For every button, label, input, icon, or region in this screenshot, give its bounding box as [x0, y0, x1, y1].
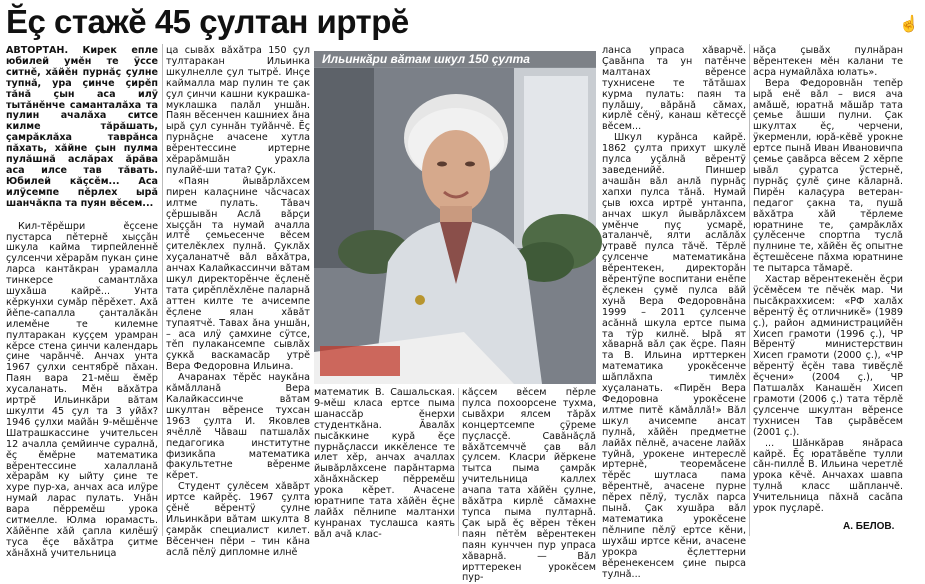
column-divider: [749, 44, 750, 536]
article-column-1: [6, 45, 158, 559]
article-paragraph: математик В. Сашальская. 9-мĕш класа ертсе пыма шанассăр ĕнерхи студенткăна. Ăвалăх пысăккине курă ĕçе пурнăçласси иккĕленсе те илет хĕр, анчах ачаллах йывăрлăхсене парăнтарма хăнăхнăскер пĕрремĕш урока кĕрет. Ачасене юратнипе тата хăйĕн ĕçне лайăх пĕлнипе малтанхи кунранах туслашса каять вăл ачă клас-: [314, 387, 455, 540]
article-paragraph: Вера Федоровнăн тепĕр ырă енĕ вăл – вися ача амăшĕ, юратнă мăшăр тата çемье ăшши пулни. Çак шкултах ĕç, черчени, ÿкерменли, юрă-кĕвĕ урокне ертсе пынă Иван Ивановичпа çемье çавăрса вĕсем 2 хĕрпе ывăл çуратса ÿстернĕ, пурнăç çулĕ çине кăларнă. Пирĕн калаçура ветеран-педагог çакна та, пушă вăхăтра хăй тĕрлеме юратнине те, çамрăклăх çулĕсенче спортпа туслă пулнине те, хăйĕн ĕç опытне ĕçтешĕсене пăхма юратнине те пытарса тăмарĕ.: [753, 77, 903, 275]
article-paragraph: нăçа çывăх пулнăран вĕрентекен мĕн калани те асра нумайлăха юлать».: [753, 45, 903, 78]
article-column-3: [314, 387, 455, 540]
article-paragraph: Ачаранах тĕрĕс наукăна кăмăлланă Вера Калайкассинче вăтам шкултан вĕренсе тухсан 1963 çулта И. Яковлев ячĕллĕ Чăваш патшалăх педагогика институтне физикăпа математика факультетне вĕренме кĕрет.: [166, 372, 310, 482]
article-column-4-lower: [462, 387, 596, 584]
article-paragraph: Шкул курăнса кайрĕ. 1862 çулта прихут шкулĕ пулса уçăлнă вĕрентÿ заведенийĕ. Пиншер ачашăн вăл анлă пурнăç хапхи пулса тăнă. Нумай çыв юхса иртрĕ унтанпа, анчах шкул йывăрлăхсем умĕнче пуç усмарĕ, аталанчĕ, ялти аслăлăх утравĕ пулса тăчĕ. Тĕрлĕ çулсенче математикăна вĕрентекен, директорăн вĕрентÿпе воспитани енĕпе ĕçлекен çумĕ пулса вăй хунă Вера Федоровнăна 1999 – 2011 çулсенче асăннă шкула ертсе пыма та тÿр килнĕ. Ырă ят хăварнă вăл çак ĕçре. Паян та В. Ильина ирттеркен математика урокĕсенче шăплăхпа тимлĕх хуçаланать. «Пирĕн Вера Федоровна урокĕсене илтме питĕ кăмăллă!» Вăл шкул ачисемпе ансат пулнă, хăйĕн предметне лайăх пĕлнĕ, ачасене лайăх туйнă, урокене интереслĕ иртернĕ, теоремăсене тĕрĕс шутласа пама вĕрентнĕ, ачасене пурне пĕрех пĕлÿ, туслăх парса пынă. Çак хушăра вăл математика урокĕсене пĕлнипе пĕлÿ ертсе кĕни, шухăш иртсе кĕни, ачасене урокра ĕçлеттерни вĕренекенсем çине пырса тулнă...: [602, 132, 746, 580]
author-signature: А. БЕЛОВ.: [843, 521, 895, 532]
teacher-photo-illustration: [314, 52, 596, 384]
article-paragraph: Студент çулĕсем хăвăрт иртсе кайрĕç. 1967 çулта çĕнĕ вĕрентÿ çулне Ильинкăри вăтам шкулта 8 çамрăк специалист килет. Вĕсенчен пĕри – тин кăна аслă пĕлÿ дипломне илнĕ: [166, 481, 310, 558]
hand-cursor-icon: ☝: [899, 16, 919, 33]
article-paragraph: ... Шăнкăрав янăраса кайрĕ. Ĕç юратăвĕпе тулли сăн-пиллĕ В. Ильина черетлĕ урока кĕчĕ. Анчахах шавпа тулнă класс шăпланчĕ. Учительница пăхнă сасăпа урок пуçларĕ.: [753, 437, 903, 515]
column-divider: [458, 388, 459, 536]
article-headline: Ĕç стажĕ 45 çултан иртрĕ: [6, 3, 409, 40]
article-paragraph: Хастар вĕрентекенĕн ĕçри ÿсĕмĕсем те пĕчĕк мар. Чи пысăкраххисем: «РФ халăх вĕрентÿ ĕç отличникĕ» (1989 ç.), район администрацийĕн Хисеп грамоти (1996 ç.), ЧР Вĕрентÿ министерствин Хисеп грамоти (2000 ç.), «ЧР вĕрентÿ ĕçĕн тава тивĕçлĕ ĕçчени» (2004 ç.), ЧР Патшалăх Канашĕн Хисеп грамоти (2006 ç.) тата тĕрлĕ çулсенче шкултан вĕренсе тухнисен Тав çырăвĕсем (2001 ç.).: [753, 274, 903, 438]
article-paragraph: ца сывăх вăхăтра 150 çул тултаракан Ильинка шкулнелле çул тытрĕ. Инçе каймалла мар пулин те çак çул çинчи кашни кукрашка-муклашка палăл уншăн. Паян вĕсенчен кашниех ăна ырă çул суннăн туйăнчĕ. Ĕç пурнăçне ачасене хутла вĕрентессине иртерне хĕрарăмшăн урахла пулайĕ-ши тата? Çук.: [166, 45, 310, 176]
article-paragraph: «Паян йывăрлăхсем пирен калаçнине чăсчасах илтме пулать. Тăвач çĕршывăн Аслă вăрçи хыççăн та нумай ачалла илтĕ çемьесенче вĕсем çителĕклех пулнă. Çуклăх хуçаланатчĕ вăл вăхăтра, анчах Калайкассинчи вăтам шкул директорĕнче ĕçленĕ тата çирĕплĕхлĕне паларнă аттен килте те ачисемпе ĕçлене ялан хăвăт тупаятчĕ. Тавах ăна уншăн, – аса илÿ çамхине сÿтсе, тĕп пулакансемпе сывлăх çуккă васкамасăр утрĕ Вера Федоровна Ильина.: [166, 175, 310, 373]
article-paragraph: ланса упраса хăварчĕ. Çавăнпа та ун патĕнче малтанах вĕренсе тухнисене те тăтăшах курма пулать: паян та пулăшу, вăрăнă сăмах, кирлĕ сĕнÿ, канаш кĕтесçĕ вĕсем...: [602, 45, 746, 133]
article-paragraph: кăçсем вĕсем пĕрле пулса похоорсене тухма, сывăхри ялсем тăрăх концертсемпе çÿреме пуçласçĕ. Савăнăçлă вăхăтсемччĕ çав вăл çулсем. Класри йĕркене тытса пыма çамрăк учительница каллех ачапа тата хăйĕн çулне, вăхăтра кирлĕ сăмахне тупса пыма пултарнă. Çак ырă ĕç вĕрен тĕкен паян пĕтĕм вĕрентекен паян кунччен пур упраса хăварнă. — Вăл ирттерекен урокĕсем пур-: [462, 387, 596, 584]
column-divider: [162, 44, 163, 536]
article-column-5: [753, 46, 903, 520]
photo-caption: Ильинкӑри вӑтам шкул 150 çулта: [314, 51, 596, 67]
article-column-4: [602, 45, 746, 580]
author-lead: АВТОРТАН. Кирек епле юбилей умĕн те ÿссе ситнĕ, хăйĕн пурнăç çулне тупнă, ура çинче çирĕп тăнă çын аса илÿ тытăнĕнче саманталăха та пулин ачалăха ситсе килме тăрăшать, çамрăклăха таврăнса пăхать, хăйне çын пулма пулăшнă аслăрах ăрăва аса илсе тав тăвать. Юбилей кăçсĕм... Аса илÿсемпе пĕрлех ырă шанчăкпа та пуян вĕсем...: [6, 45, 158, 209]
article-column-2: [166, 45, 310, 558]
article-paragraph: Кил-тĕрĕшри ĕçсене пустарса пĕтернĕ хыççăн шкула кайма тирпейленнĕ çулсенчи хĕрарăм пукан çине ларса кантăкран урамалла тинкерсе самантлăха шухăша кайрĕ... Унта кĕркунхи сумăр пĕрĕхет. Ахă йĕпе-сапалла çанталăкăн илемĕне те килемне пултаракан куççем урамран кĕрсе стена çинчи календарь çине чарăнчĕ. Анчах унта 1967 çулхи сентябрĕ пăхан. Паян вара 21-мĕш ĕмĕр хусаланать. Мĕн вăхăтра иртрĕ Ильинкăри вăтам шкулти 45 çул та 3 уйăх? 1946 çулхи майăн 9-мĕшĕнче Шатрашкассине учительсен 12 ачалла çемйинче суралнă, ĕç ĕмĕрне математика вĕрентессине халалланă хĕрарăм ку ыйту çине те хуре пур-ха, анчах аса илÿре нумай ларас пулать. Унăн вара пĕрремĕш урока ситмелле. Юлма юрамасть. Хăйĕнпе хăй çапла килĕшÿ туса ĕçе вăхăтра çитме хăнăхнă учительница: [6, 220, 158, 559]
teacher-photo: [314, 52, 596, 384]
